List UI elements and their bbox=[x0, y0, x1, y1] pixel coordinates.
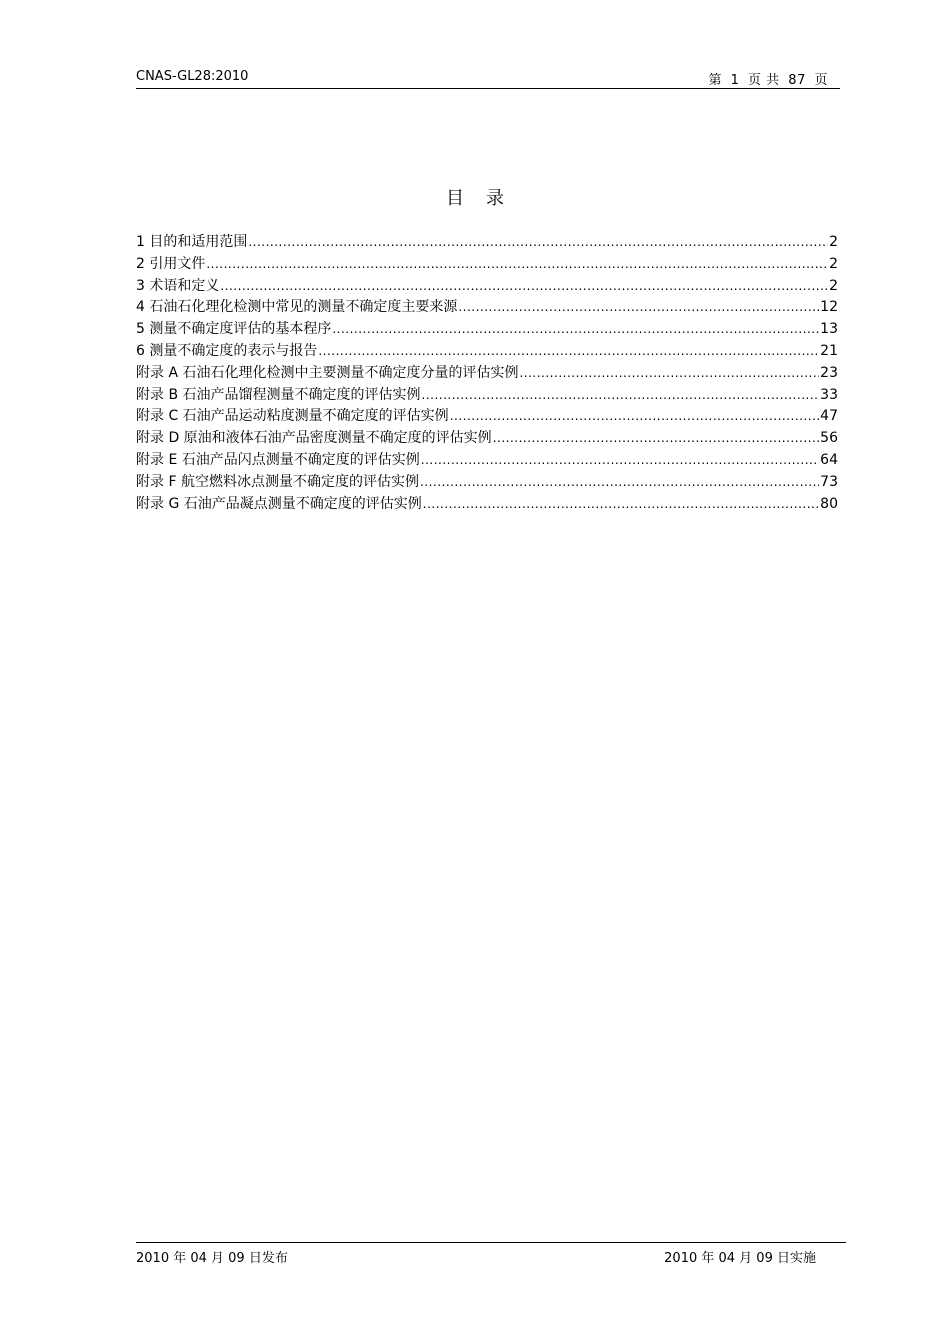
toc-entry-label: 附录 A 石油石化理化检测中主要测量不确定度分量的评估实例 bbox=[136, 364, 519, 381]
toc-entry-label: 附录 F 航空燃料冰点测量不确定度的评估实例 bbox=[136, 473, 419, 490]
toc-title: 目录 bbox=[446, 188, 526, 209]
total-pages: 87 bbox=[788, 73, 806, 88]
toc-entry[interactable] bbox=[136, 276, 838, 298]
toc-entry-label: 5 测量不确定度评估的基本程序 bbox=[136, 321, 332, 338]
toc-leader bbox=[450, 406, 819, 428]
document-code: CNAS-GL28:2010 bbox=[136, 69, 249, 84]
toc-entry[interactable] bbox=[136, 254, 838, 276]
toc-entry-page: 12 bbox=[820, 299, 838, 316]
toc-entry[interactable] bbox=[136, 450, 838, 472]
toc-leader bbox=[420, 472, 819, 494]
toc-entry[interactable] bbox=[136, 385, 838, 407]
toc-leader bbox=[458, 297, 819, 319]
toc-entry-label: 4 石油石化理化检测中常见的测量不确定度主要来源 bbox=[136, 299, 458, 316]
toc-entry-label: 附录 B 石油产品馏程测量不确定度的评估实例 bbox=[136, 386, 421, 403]
toc-entry-page: 2 bbox=[829, 277, 838, 294]
toc-entry-label: 附录 E 石油产品闪点测量不确定度的评估实例 bbox=[136, 451, 420, 468]
toc-entry-page: 64 bbox=[820, 451, 838, 468]
toc-entry[interactable] bbox=[136, 428, 838, 450]
page-label-prefix: 第 bbox=[708, 73, 722, 88]
toc-entry-page: 73 bbox=[820, 473, 838, 490]
toc-leader bbox=[318, 341, 819, 363]
toc-entry-label: 附录 D 原油和液体石油产品密度测量不确定度的评估实例 bbox=[136, 430, 492, 447]
page-footer bbox=[136, 1242, 846, 1267]
toc-leader bbox=[332, 319, 819, 341]
toc-leader bbox=[220, 276, 828, 298]
toc-entry-page: 13 bbox=[820, 321, 838, 338]
toc-entry-label: 2 引用文件 bbox=[136, 255, 206, 272]
toc-entry[interactable] bbox=[136, 406, 838, 428]
toc-entry-page: 23 bbox=[820, 364, 838, 381]
toc-entry[interactable] bbox=[136, 341, 838, 363]
toc-entry-page: 56 bbox=[820, 430, 838, 447]
toc-entry-page: 47 bbox=[820, 408, 838, 425]
toc-leader bbox=[421, 450, 819, 472]
table-of-contents bbox=[136, 232, 838, 515]
toc-leader bbox=[423, 494, 819, 516]
toc-entry[interactable] bbox=[136, 232, 838, 254]
toc-entry-page: 80 bbox=[820, 495, 838, 512]
toc-leader bbox=[248, 232, 828, 254]
toc-entry-label: 6 测量不确定度的表示与报告 bbox=[136, 342, 318, 359]
page-info bbox=[708, 69, 828, 88]
toc-entry[interactable] bbox=[136, 319, 838, 341]
toc-entry-page: 2 bbox=[829, 255, 838, 272]
toc-entry-label: 1 目的和适用范围 bbox=[136, 234, 248, 250]
page-header bbox=[136, 68, 840, 89]
toc-leader bbox=[422, 385, 820, 407]
toc-entry[interactable] bbox=[136, 494, 838, 516]
toc-entry[interactable] bbox=[136, 363, 838, 385]
toc-entry-label: 附录 G 石油产品凝点测量不确定度的评估实例 bbox=[136, 495, 422, 512]
toc-leader bbox=[206, 254, 828, 276]
page-number: 1 bbox=[730, 73, 740, 88]
toc-entry[interactable] bbox=[136, 472, 838, 494]
toc-entry-page: 33 bbox=[820, 386, 838, 403]
issue-date: 2010 年 04 月 09 日发布 bbox=[136, 1251, 288, 1266]
toc-leader bbox=[519, 363, 819, 385]
effective-date: 2010 年 04 月 09 日实施 bbox=[664, 1251, 816, 1266]
page-label-mid: 页 共 bbox=[748, 73, 780, 88]
toc-entry-label: 附录 C 石油产品运动粘度测量不确定度的评估实例 bbox=[136, 408, 449, 425]
toc-entry-label: 3 术语和定义 bbox=[136, 277, 220, 294]
page-label-suffix: 页 bbox=[814, 73, 828, 88]
toc-entry-page: 2 bbox=[829, 234, 838, 250]
toc-entry-page: 21 bbox=[820, 342, 838, 359]
toc-entry[interactable] bbox=[136, 297, 838, 319]
toc-leader bbox=[493, 428, 819, 450]
